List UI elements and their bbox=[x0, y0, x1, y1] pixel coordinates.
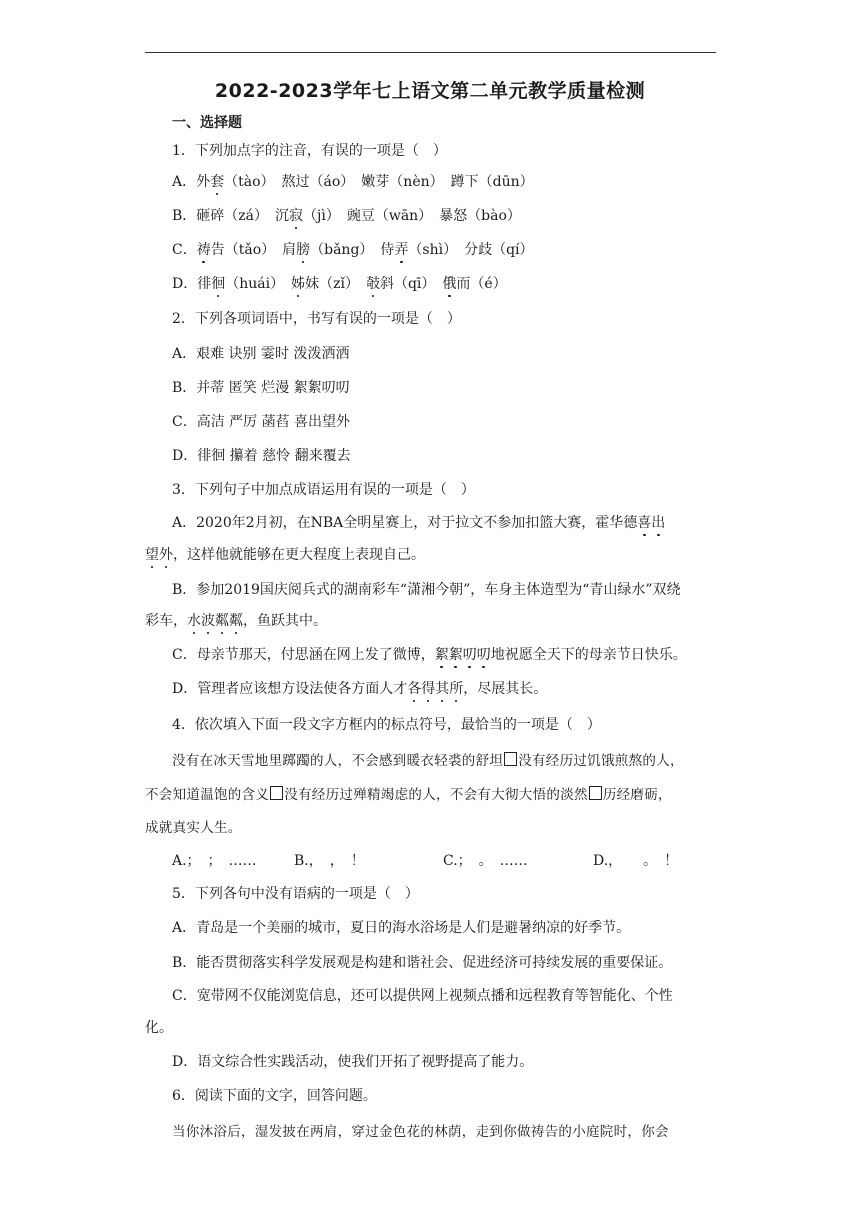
q4-option-d: D.， 。 ！ bbox=[593, 853, 679, 869]
q6-stem: 6．阅读下面的文字，回答问题。 bbox=[172, 1088, 377, 1104]
q2-option-a: A．艰难 诀别 霎时 泼泼洒洒 bbox=[172, 346, 350, 362]
q4-option-a: A.； ； …… bbox=[172, 853, 257, 869]
q6-passage-line1: 当你沐浴后，湿发披在两肩，穿过金色花的林荫，走到你做祷告的小庭院时，你会 bbox=[172, 1124, 669, 1140]
q4-passage-line3: 成就真实人生。 bbox=[145, 820, 242, 836]
blank-box-3 bbox=[589, 786, 602, 800]
q3-option-d: D．管理者应该想方设法使各方面人才各得其所，尽展其长。 bbox=[172, 681, 548, 697]
q5-stem: 5．下列各句中没有语病的一项是（ ） bbox=[172, 886, 419, 902]
q5-option-d: D．语文综合性实践活动，使我们开拓了视野提高了能力。 bbox=[172, 1054, 534, 1070]
q5-option-c-line1: C．宽带网不仅能浏览信息，还可以提供网上视频点播和远程教育等智能化、个性 bbox=[172, 988, 673, 1004]
q3-option-b-line1: B．参加2019国庆阅兵式的湖南彩车“潇湘今朝”，车身主体造型为“青山绿水”双绕 bbox=[172, 582, 681, 598]
blank-box-2 bbox=[270, 786, 283, 800]
q4-stem: 4．依次填入下面一段文字方框内的标点符号，最恰当的一项是（ ） bbox=[172, 717, 601, 733]
section-heading: 一、选择题 bbox=[172, 115, 242, 131]
q4-passage-line1: 没有在冰天雪地里踯躅的人，不会感到暖衣轻裘的舒坦 没有经历过饥饿煎熬的人， bbox=[172, 753, 684, 769]
q3-stem: 3．下列句子中加点成语运用有误的一项是（ ） bbox=[172, 482, 475, 498]
q5-option-b: B．能否贯彻落实科学发展观是构建和谐社会、促进经济可持续发展的重要保证。 bbox=[172, 955, 673, 971]
q1-option-b: B．砸碎（zá） 沉寂（jì） 豌豆（wān） 暴怒（bào） bbox=[172, 208, 521, 224]
q3-option-a-line2: 望外，这样他就能够在更大程度上表现自己。 bbox=[145, 547, 425, 563]
q3-option-b-line2: 彩车，水波粼粼，鱼跃其中。 bbox=[145, 613, 327, 629]
q4-option-c: C.； 。 …… bbox=[443, 853, 528, 869]
q1-stem: 1．下列加点字的注音，有误的一项是（ ） bbox=[172, 143, 447, 159]
q2-stem: 2．下列各项词语中，书写有误的一项是（ ） bbox=[172, 311, 461, 327]
q2-option-d: D．徘徊 攥着 慈怜 翻来覆去 bbox=[172, 448, 351, 464]
page-title: 2022-2023学年七上语文第二单元教学质量检测 bbox=[214, 80, 646, 102]
q3-option-c: C．母亲节那天，付思涵在网上发了微博，絮絮叨叨地祝愿全天下的母亲节日快乐。 bbox=[172, 647, 687, 663]
q1-option-c: C．祷告（tǎo） 肩膀（bǎng） 侍弄（shì） 分歧（qí） bbox=[172, 242, 534, 258]
q1-option-a: A．外套（tào） 熬过（áo） 嫩芽（nèn） 蹲下（dūn） bbox=[172, 174, 534, 190]
q5-option-c-line2: 化。 bbox=[145, 1020, 173, 1036]
q1-option-d: D．徘徊（huái） 姊妹（zǐ） 攲斜（qī） 俄而（é） bbox=[172, 276, 507, 292]
blank-box-1 bbox=[504, 752, 517, 766]
q2-option-c: C．高洁 严厉 菡萏 喜出望外 bbox=[172, 414, 351, 430]
q2-option-b: B．并蒂 匿笑 烂漫 絮絮叨叨 bbox=[172, 380, 350, 396]
q4-option-b: B.， ， ！ bbox=[294, 853, 365, 869]
q5-option-a: A．青岛是一个美丽的城市，夏日的海水浴场是人们是避暑纳凉的好季节。 bbox=[172, 920, 631, 936]
q4-passage-line2: 不会知道温饱的含义 没有经历过殚精竭虑的人，不会有大彻大悟的淡然 历经磨砺， bbox=[145, 787, 672, 803]
header-rule bbox=[145, 52, 716, 53]
q3-option-a-line1: A．2020年2月初，在NBA全明星赛上，对于拉文不参加扣篮大赛，霍华德喜出 bbox=[172, 515, 666, 531]
